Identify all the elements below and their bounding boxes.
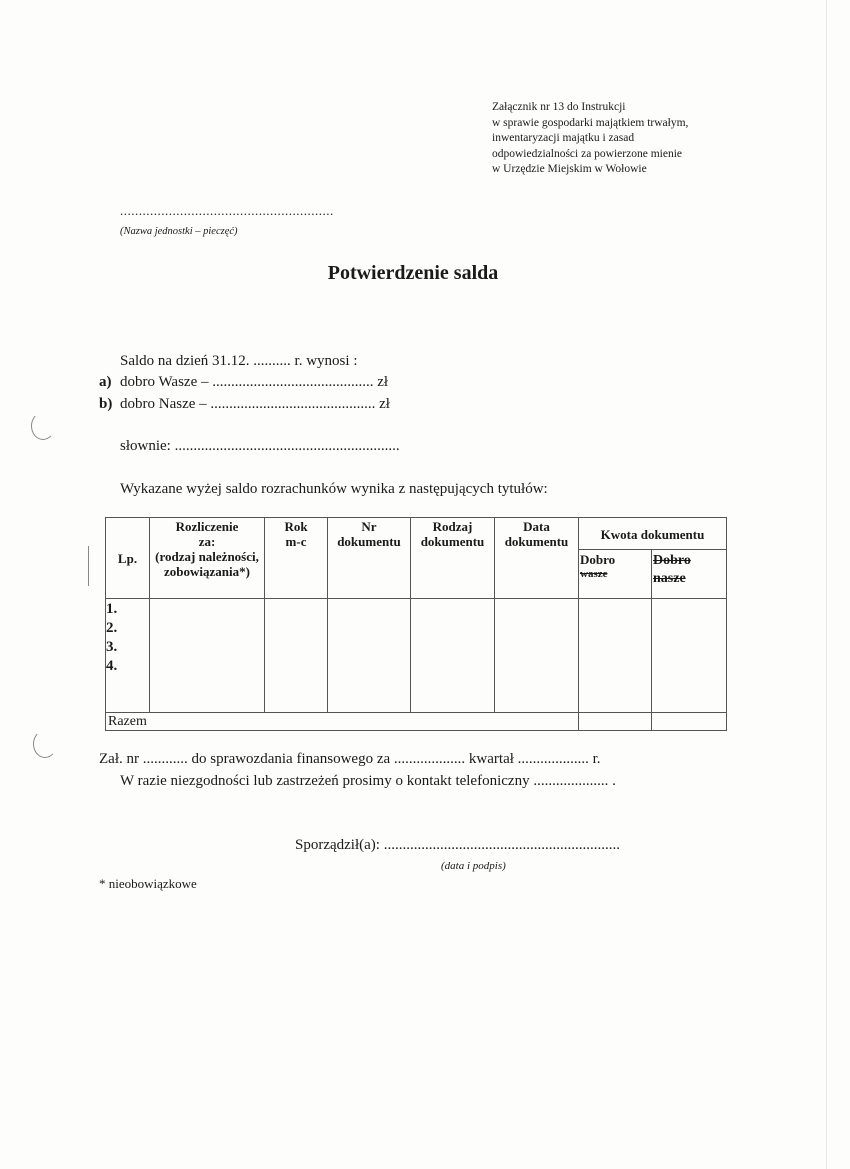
dobro-nasze-line: dobro Nasze – ............................................ zł <box>120 396 390 412</box>
header-lp: Lp. <box>106 518 150 599</box>
row-number: 3. <box>106 639 118 655</box>
header-dobro-nasze: Dobro nasze <box>652 550 727 599</box>
page-edge <box>826 0 827 1169</box>
row-number: 1. <box>106 601 118 617</box>
amount-in-words-line: słownie: ............................................................ <box>120 438 400 454</box>
item-a-marker: a) <box>99 374 112 390</box>
saldo-line: Saldo na dzień 31.12. .......... r. wynosi : <box>120 353 358 369</box>
annex-line: Załącznik nr 13 do Instrukcji <box>492 101 626 113</box>
settlement-table <box>105 517 727 731</box>
scan-mark <box>88 546 89 586</box>
footnote: * nieobowiązkowe <box>99 876 197 891</box>
document-title: Potwierdzenie salda <box>327 262 499 284</box>
total-dobro-nasze <box>652 713 727 731</box>
annex-line: w sprawie gospodarki majątkiem trwałym, <box>492 116 689 129</box>
header-kwota-dokumentu: Kwota dokumentu <box>579 518 727 550</box>
header-data-dokumentu: Data dokumentu <box>495 518 579 599</box>
attachment-line: Zał. nr ............ do sprawozdania finansowego za ................... kwartał ................... r. <box>99 751 601 767</box>
annex-line: inwentaryzacji majątku i zasad <box>492 132 635 145</box>
contact-line: W razie niezgodności lub zastrzeżeń prosimy o kontakt telefoniczny .................... . <box>120 773 616 789</box>
table-cell <box>150 599 265 713</box>
header-rodzaj-dokumentu: Rodzaj dokumentu <box>411 518 495 599</box>
unit-name-caption: (Nazwa jednostki – pieczęć) <box>120 226 238 237</box>
table-cell <box>495 599 579 713</box>
annex-note <box>492 100 688 178</box>
table-cell <box>411 599 495 713</box>
punch-hole-mark <box>31 412 55 440</box>
titles-intro: Wykazane wyżej saldo rozrachunków wynika z następujących tytułów: <box>120 481 548 497</box>
unit-name-field: ......................................................... <box>120 203 334 218</box>
header-nr-dokumentu: Nr dokumentu <box>328 518 411 599</box>
row-number: 4. <box>106 658 118 674</box>
total-label: Razem <box>106 713 579 731</box>
total-dobro-wasze <box>579 713 652 731</box>
table-cell <box>579 599 652 713</box>
date-signature-caption: (data i podpis) <box>441 860 506 872</box>
annex-line: odpowiedzialności za powierzone mienie <box>492 147 682 160</box>
table-cell <box>328 599 411 713</box>
row-numbers-cell <box>106 599 150 713</box>
header-rok-mc: Rok m-c <box>265 518 328 599</box>
prepared-by-line: Sporządził(a): ............................................................... <box>295 837 620 853</box>
header-dobro-wasze: Dobro wasze <box>579 550 652 599</box>
punch-hole-mark <box>33 730 57 758</box>
table-cell <box>652 599 727 713</box>
header-rozliczenie: Rozliczenie za: (rodzaj należności, zobowiązania*) <box>150 518 265 599</box>
item-b-marker: b) <box>99 396 113 412</box>
row-number: 2. <box>106 620 118 636</box>
table-cell <box>265 599 328 713</box>
dobro-wasze-line: dobro Wasze – ........................................... zł <box>120 374 389 390</box>
annex-line: w Urzędzie Miejskim w Wołowie <box>492 163 647 176</box>
